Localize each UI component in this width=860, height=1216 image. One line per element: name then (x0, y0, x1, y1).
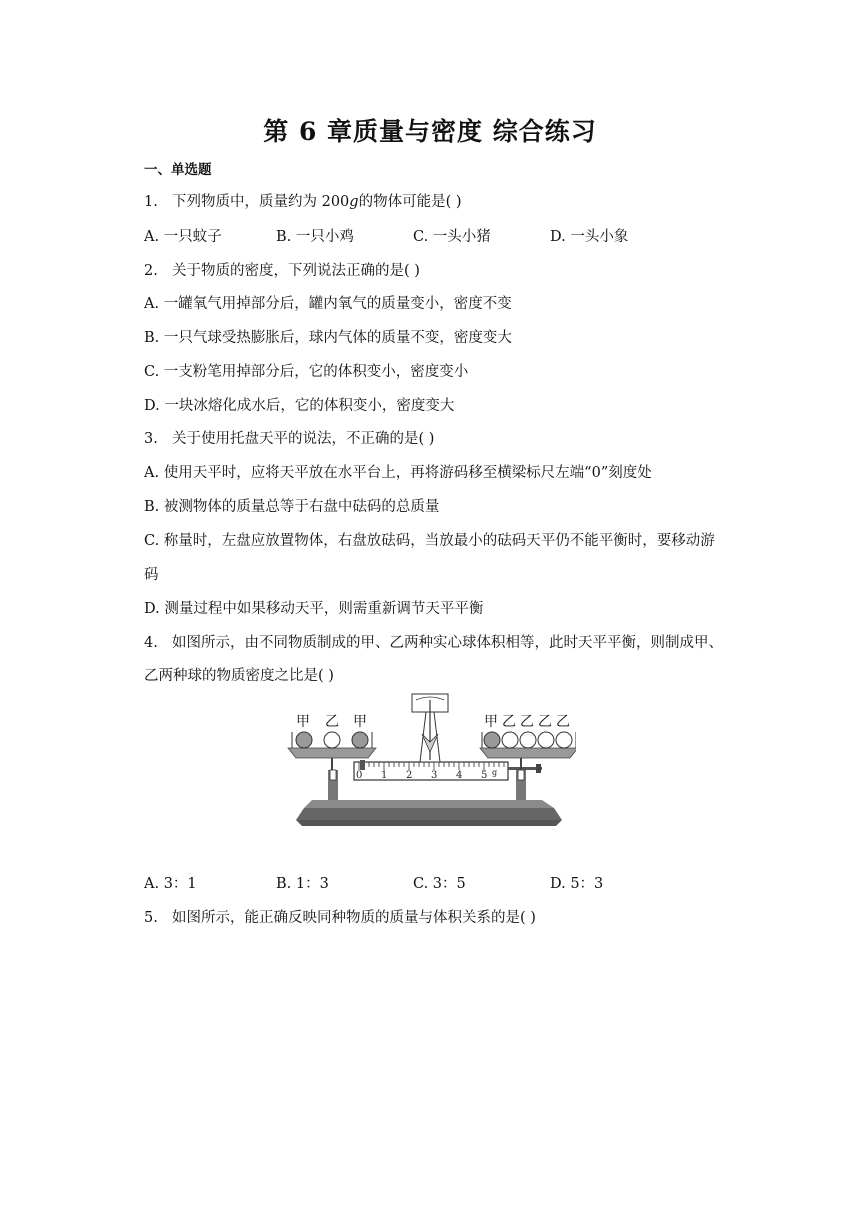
question-stem: 关于物质的密度，下列说法正确的是( ) (172, 263, 420, 279)
left-pan (288, 748, 376, 758)
q1-option-b: B. 一只小鸡 (276, 229, 354, 245)
ball-yi (538, 732, 554, 748)
question-4 (144, 631, 723, 652)
q3-option-a: A. 使用天平时，应将天平放在水平台上，再将游码移至横梁标尺左端“0”刻度处 (144, 465, 652, 481)
ball-yi (520, 732, 536, 748)
question-3 (144, 427, 434, 448)
question-1 (144, 190, 462, 211)
q2-option-c: C. 一支粉笔用掉部分后，它的体积变小，密度变小 (144, 364, 469, 380)
ball-jia (484, 732, 500, 748)
q1-option-d: D. 一头小象 (550, 229, 629, 245)
left-label-3: 甲 (353, 714, 367, 730)
question-number: 1. (144, 194, 158, 210)
q3-option-c: C. 称量时，左盘应放置物体，右盘放砝码，当放最小的砝码天平仍不能平衡时，要移动游 (144, 533, 715, 549)
q3-option-b: B. 被测物体的质量总等于右盘中砝码的总质量 (144, 499, 440, 515)
right-label-5: 乙 (556, 714, 570, 730)
left-knob (330, 770, 336, 780)
right-label-3: 乙 (520, 714, 534, 730)
right-label-2: 乙 (502, 714, 516, 730)
balance-scale-figure (284, 690, 576, 832)
right-knob (518, 770, 524, 780)
question-stem: 关于使用托盘天平的说法，不正确的是( ) (172, 431, 435, 447)
scale-unit: g (492, 768, 498, 777)
scale-tick-4: 4 (456, 770, 463, 781)
q1-option-c: C. 一头小猪 (413, 229, 491, 245)
left-label-2: 乙 (325, 714, 339, 730)
section-heading: 一、单选题 (144, 162, 212, 178)
right-label-4: 乙 (538, 714, 552, 730)
scale-tick-3: 3 (431, 770, 438, 781)
balance-base (296, 808, 562, 820)
question-stem: 如图所示，由不同物质制成的甲、乙两种实心球体积相等，此时天平平衡，则制成甲、 (172, 635, 723, 651)
balance-base-edge (296, 820, 562, 826)
ball-jia (352, 732, 368, 748)
question-stem-end: 的物体可能是( ) (358, 194, 462, 210)
ball-yi (324, 732, 340, 748)
right-label-1: 甲 (484, 714, 498, 730)
left-label-1: 甲 (296, 714, 310, 730)
q3-option-d: D. 测量过程中如果移动天平，则需重新调节天平平衡 (144, 601, 484, 617)
scale-tick-0: 0 (356, 770, 363, 781)
question-stem: 下列物质中，质量约为 200 (172, 194, 350, 210)
balance-base-top (304, 800, 554, 808)
ball-jia (296, 732, 312, 748)
scale-tick-2: 2 (406, 770, 413, 781)
question-5 (144, 906, 536, 927)
rider (360, 760, 365, 770)
page-title: 第 6 章质量与密度 综合练习 (263, 117, 597, 146)
q2-option-d: D. 一块冰熔化成水后，它的体积变小，密度变大 (144, 398, 455, 414)
q1-option-a: A. 一只蚊子 (144, 229, 222, 245)
scale-tick-5: 5 (481, 770, 488, 781)
unit-symbol: g (349, 194, 359, 210)
scale-tick-1: 1 (381, 770, 388, 781)
question-number: 5. (144, 910, 158, 926)
q4-option-a: A. 3：1 (144, 876, 197, 892)
question-number: 4. (144, 635, 158, 651)
question-number: 3. (144, 431, 158, 447)
q4-option-b: B. 1：3 (276, 876, 329, 892)
q4-option-c: C. 3：5 (413, 876, 466, 892)
ball-yi (556, 732, 572, 748)
q2-option-b: B. 一只气球受热膨胀后，球内气体的质量不变，密度变大 (144, 330, 512, 346)
q4-option-d: D. 5：3 (550, 876, 604, 892)
q2-option-a: A. 一罐氧气用掉部分后，罐内氧气的质量变小，密度不变 (144, 296, 512, 312)
question-number: 2. (144, 263, 158, 279)
q3-option-c-continued: 码 (144, 567, 159, 583)
question-stem: 如图所示，能正确反映同种物质的质量与体积关系的是( ) (172, 910, 536, 926)
balance-nut (536, 764, 541, 773)
question-4-stem-line-2: 乙两种球的物质密度之比是( ) (144, 668, 334, 684)
question-2 (144, 259, 420, 280)
ball-yi (502, 732, 518, 748)
right-pan (480, 748, 576, 758)
